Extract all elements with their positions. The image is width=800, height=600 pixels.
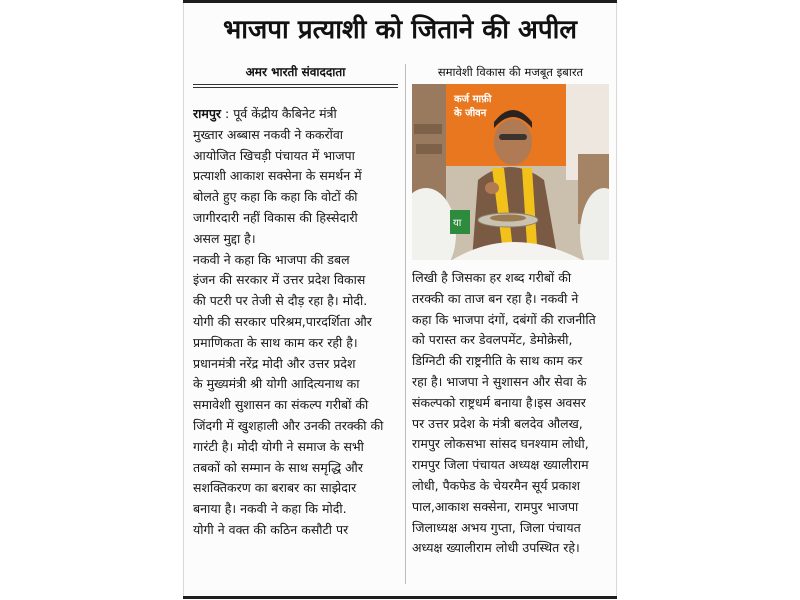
left-line: सशक्तिकरण का बराबर का साझेदार <box>193 480 357 496</box>
left-line: नकवी ने कहा कि भाजपा की डबल <box>193 251 350 267</box>
left-line: समावेशी सुशासन का संकल्प गरीबों की <box>193 397 369 413</box>
news-photo <box>412 84 609 260</box>
glasses-icon <box>499 134 527 140</box>
left-line: बोलते हुए कहा कि कहा कि वोटों की <box>193 189 358 205</box>
headline: भाजपा प्रत्याशी को जिताने की अपील <box>222 15 578 45</box>
right-column <box>412 268 609 559</box>
right-line: लिखी है जिसका हर शब्द गरीबों की <box>412 270 572 285</box>
left-line: इंजन की सरकार में उत्तर प्रदेश विकास <box>193 272 366 288</box>
left-line: आयोजित खिचड़ी पंचायत में भाजपा <box>193 147 355 163</box>
banner-text-1: कर्ज माफ़ी <box>454 94 492 105</box>
right-line: को परास्त कर डेवलपमेंट, डेमोक्रेसी, <box>412 332 573 348</box>
photo-caption: समावेशी विकास की मजबूत इबारत <box>437 65 584 79</box>
left-line: जिंदगी में खुशहाली और उनकी तरक्की की <box>193 417 384 433</box>
left-line: के मुख्यमंत्री श्री योगी आदित्यनाथ का <box>193 376 360 392</box>
banner-text-2: के जीवन <box>454 108 487 119</box>
byline-rule <box>193 84 398 85</box>
top-rule <box>183 0 617 3</box>
right-line: तरक्की का ताज बन रहा है। नकवी ने <box>412 290 579 306</box>
left-line: गारंटी है। मोदी योगी ने समाज के सभी <box>193 438 364 454</box>
left-line: प्रमाणिकता के साथ काम कर रही है। <box>193 334 358 350</box>
left-line-1: रामपुर : पूर्व केंद्रीय कैबिनेट मंत्री <box>193 106 337 121</box>
right-line: जिलाध्यक्ष अभय गुप्ता, जिला पंचायत <box>412 519 581 535</box>
clipping-edge-left <box>183 0 184 598</box>
column-divider <box>405 64 406 584</box>
byline: अमर भारती संवाददाता <box>245 65 346 79</box>
left-line: असल मुद्दा है। <box>193 230 256 246</box>
right-line: डिग्निटी की राष्ट्रनीति के साथ काम कर <box>412 353 583 369</box>
left-line: प्रत्याशी आकाश सक्सेना के समर्थन में <box>193 168 362 184</box>
right-line: कहा कि भाजपा दंगों, दबंगों की राजनीति <box>412 311 596 327</box>
right-line: लोधी, पैकफेड के चेयरमैन सूर्य प्रकाश <box>412 477 580 493</box>
left-line: योगी की सरकार परिश्रम,पारदर्शिता और <box>193 313 372 329</box>
svg-text:या: या <box>453 218 462 229</box>
left-column <box>193 104 398 541</box>
left-line: की पटरी पर तेजी से दौड़ रहा है। मोदी. <box>193 293 368 309</box>
right-line: संकल्पको राष्ट्रधर्म बनाया है।इस अवसर <box>412 394 586 410</box>
right-line: अध्यक्ष ख्यालीराम लोधी उपस्थित रहे। <box>412 540 580 556</box>
bottom-rule <box>183 596 617 599</box>
photo-illustration <box>412 84 609 260</box>
left-line: तबकों को सम्मान के साथ समृद्धि और <box>193 459 363 475</box>
left-line: जागीरदारी नहीं विकास की हिस्सेदारी <box>193 209 358 225</box>
left-line: बनाया है। नकवी ने कहा कि मोदी. <box>193 501 347 517</box>
right-line: रामपुर जिला पंचायत अध्यक्ष ख्यालीराम <box>412 457 589 473</box>
hand <box>485 182 499 194</box>
byline-rule-double <box>193 87 398 88</box>
dateline: रामपुर <box>193 106 222 121</box>
left-line: मुख्तार अब्बास नकवी ने ककरोंवा <box>193 126 344 142</box>
right-line: पर उत्तर प्रदेश के मंत्री बलदेव औलख, <box>412 415 583 431</box>
right-line: रहा है। भाजपा ने सुशासन और सेवा के <box>412 373 587 389</box>
left-line: प्रधानमंत्री नरेंद्र मोदी और उत्तर प्रदेश <box>193 355 356 371</box>
main-person-head <box>494 119 532 165</box>
right-line: पाल,आकाश सक्सेना, रामपुर भाजपा <box>412 498 579 514</box>
clipping-edge-right <box>616 0 617 598</box>
left-line: योगी ने वक्त की कठिन कसौटी पर <box>193 521 349 537</box>
right-line: रामपुर लोकसभा सांसद घनश्याम लोधी, <box>412 436 589 452</box>
